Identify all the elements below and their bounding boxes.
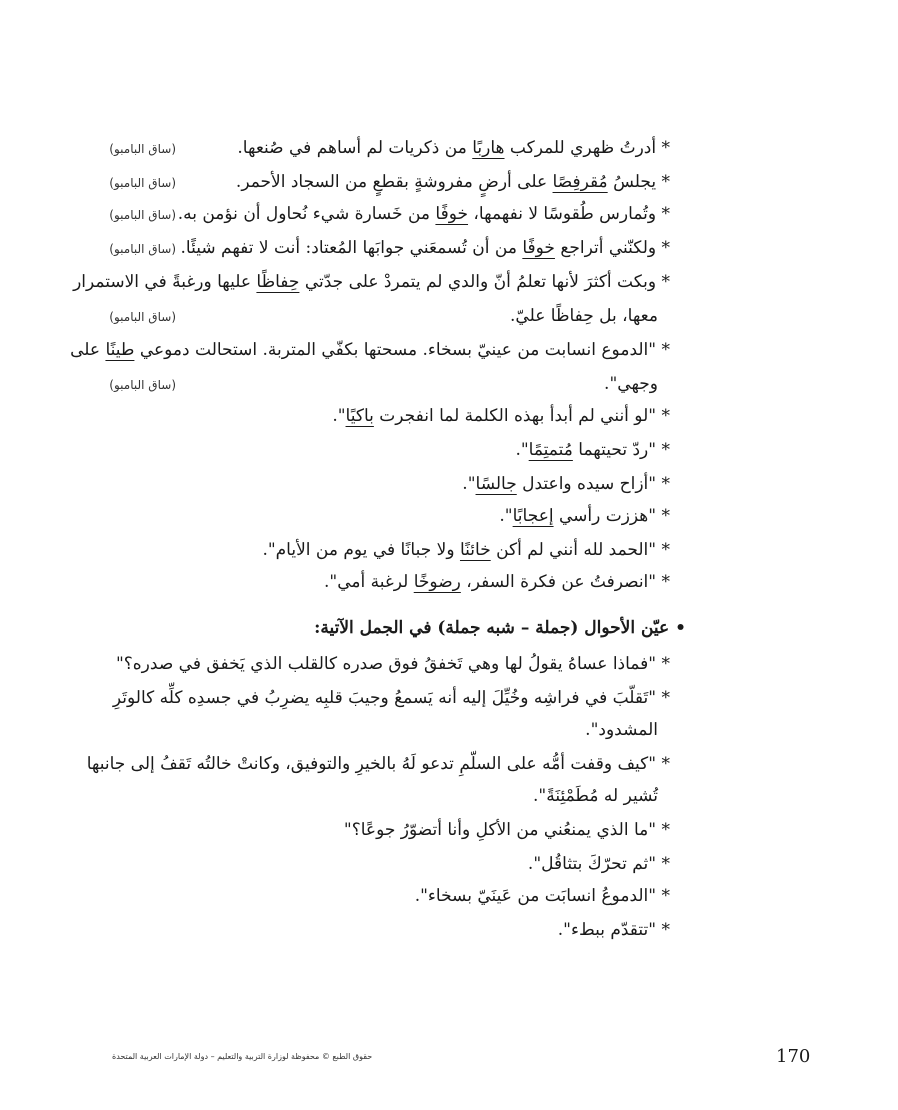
sentence-line: * "ردّ تحيتهما مُتمتِمًا". [515,440,670,460]
sentence-line: * "الحمد لله أنني لم أكن خائنًا ولا جبانًا في يوم من الأيام". [262,540,670,560]
sentence-line: * "أزاح سيده واعتدل جالسًا". [462,474,670,494]
sentence-line: * "كيف وقفت أمُّه على السلّمِ تدعو لَهُ بالخيرِ والتوفيق، وكانتْ خالتُه تَقفُ إلى جانبها [86,754,670,774]
sentence-line: * أدرتُ ظهري للمركب هاربًا من ذكريات لم أساهم في صُنعها. [237,138,670,158]
sentence-line: * "تَقلّبَ في فراشِه وخُيِّلَ إليه أنه يَسمعُ وجيبَ قلبِه يضرِبُ في جسدِه كلِّه كالوتَرِ [112,688,670,708]
sentence-line: * ولكنّني أتراجع خوفًا من أن تُسمعَني جوابَها المُعتاد: أنت لا تفهم شيئًا. [180,238,670,258]
sentence-line: * "ثم تحرّكَ بتثاقُل". [527,854,670,874]
sentence-line: * "لو أنني لم أبدأ بهذه الكلمة لما انفجرت باكيًا". [332,406,670,426]
source-label: (ساق البامبو) [109,142,176,156]
source-label: (ساق البامبو) [109,176,176,190]
source-label: (ساق البامبو) [109,208,176,222]
section-heading: • عيّن الأحوال (جملة – شبه جملة) في الجمل الآتية: [314,618,686,638]
copyright-text: حقوق الطبع © محفوظة لوزارة التربية والتعليم – دولة الإمارات العربية المتحدة [112,1052,373,1061]
sentence-line: * "هززت رأسي إعجابًا". [499,506,670,526]
bullet-icon: • [669,618,686,638]
sentence-line: * "فماذا عساهُ يقولُ لها وهي تَخفقُ فوق صدره كالقلب الذي يَخفق في صدره؟" [115,654,670,674]
sentence-line: * "تتقدّم ببطء". [557,920,670,940]
sentence-line: * "الدموع انسابت من عينيّ بسخاء. مسحتها بكفّي المتربة. استحالت دموعي طينًا على [70,340,670,360]
sentence-line: المشدود". [585,720,658,740]
source-label: (ساق البامبو) [109,378,176,392]
sentence-line: * "ما الذي يمنعُني من الأكلِ وأنا أتضوّرُ جوعًا؟" [343,820,670,840]
sentence-line: تُشير له مُطَمْئِنَةً". [533,786,658,806]
sentence-line: * يجلسُ مُقرفِصًا على أرضٍ مفروشةٍ بقطعٍ من السجاد الأحمر. [235,172,670,192]
page-number: 170 [776,1046,811,1067]
sentence-line: معها، بل حِفاظًا عليّ. [510,306,658,326]
sentence-line: * "الدموعُ انسابَت من عَينَيّ بسخاء". [414,886,670,906]
source-label: (ساق البامبو) [109,310,176,324]
sentence-line: * "انصرفتُ عن فكرة السفر، رضوخًا لرغبة أمي". [323,572,670,592]
sentence-line: * وتُمارس طُقوسًا لا نفهمها، خوفًا من خَسارة شيء نُحاول أن نؤمن به. [177,204,670,224]
source-label: (ساق البامبو) [109,242,176,256]
sentence-line: وجهي". [604,374,658,394]
sentence-line: * وبكت أكثرَ لأنها تعلمُ أنّ والدي لم يتمردْ على جدّتي حِفاظًا عليها ورغبةً في الاستمرار [73,272,670,292]
